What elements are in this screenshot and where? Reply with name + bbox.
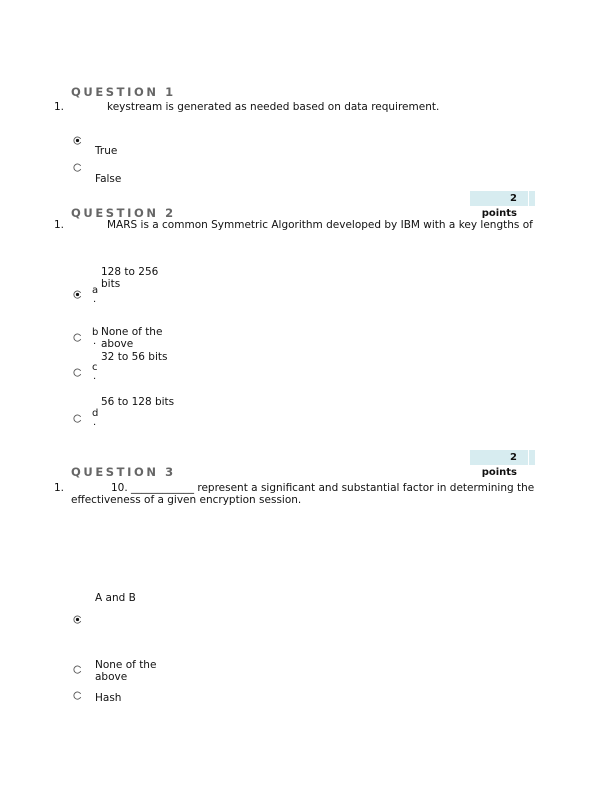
option-b-letter: b (92, 327, 99, 338)
option-a-line1: 128 to 256 (101, 266, 159, 278)
option-d-label: 56 to 128 bits (101, 396, 175, 408)
points-badge: 2 points (470, 191, 535, 206)
option-label-none-line1: None of the (95, 659, 157, 671)
option-c-label: 32 to 56 bits (101, 351, 168, 363)
radio-unselected-icon[interactable] (73, 414, 82, 423)
option-label-none-line2: above (95, 671, 128, 683)
question-1-number: 1. (54, 101, 65, 113)
radio-unselected-icon[interactable] (73, 665, 82, 674)
radio-selected-icon[interactable] (73, 290, 82, 299)
option-c-dot: . (93, 371, 97, 382)
option-b-line2: above (101, 338, 134, 350)
question-1-header: QUESTION 1 (71, 85, 176, 99)
option-a-letter: a (92, 285, 99, 296)
radio-selected-icon[interactable] (73, 615, 82, 624)
radio-unselected-icon[interactable] (73, 333, 82, 342)
option-a-dot: . (93, 294, 97, 305)
option-label-false: False (95, 173, 122, 185)
option-b-line1: None of the (101, 326, 163, 338)
question-3-number: 1. (54, 482, 65, 494)
question-3-text-line2: effectiveness of a given encryption session. (71, 494, 302, 506)
question-2-header: QUESTION 2 (71, 206, 176, 220)
question-2-text: MARS is a common Symmetric Algorithm developed by IBM with a key lengths of (107, 219, 533, 231)
question-3-header: QUESTION 3 (71, 465, 176, 479)
radio-selected-icon[interactable] (73, 136, 82, 145)
radio-unselected-icon[interactable] (73, 368, 82, 377)
option-a-line2: bits (101, 278, 121, 290)
question-3-text-line1: 10. ____________ represent a significant and substantial factor in determining the (111, 482, 535, 494)
option-label-true: True (95, 145, 118, 157)
option-c-letter: c (92, 362, 98, 373)
option-label-hash: Hash (95, 692, 122, 704)
option-d-dot: . (93, 417, 97, 428)
question-1-text: keystream is generated as needed based on data requirement. (107, 101, 440, 113)
option-label-a-and-b: A and B (95, 592, 136, 604)
option-b-dot: . (93, 336, 97, 347)
radio-unselected-icon[interactable] (73, 691, 82, 700)
points-badge: 2 points (470, 450, 535, 465)
question-2-number: 1. (54, 219, 65, 231)
option-d-letter: d (92, 408, 99, 419)
radio-unselected-icon[interactable] (73, 163, 82, 172)
